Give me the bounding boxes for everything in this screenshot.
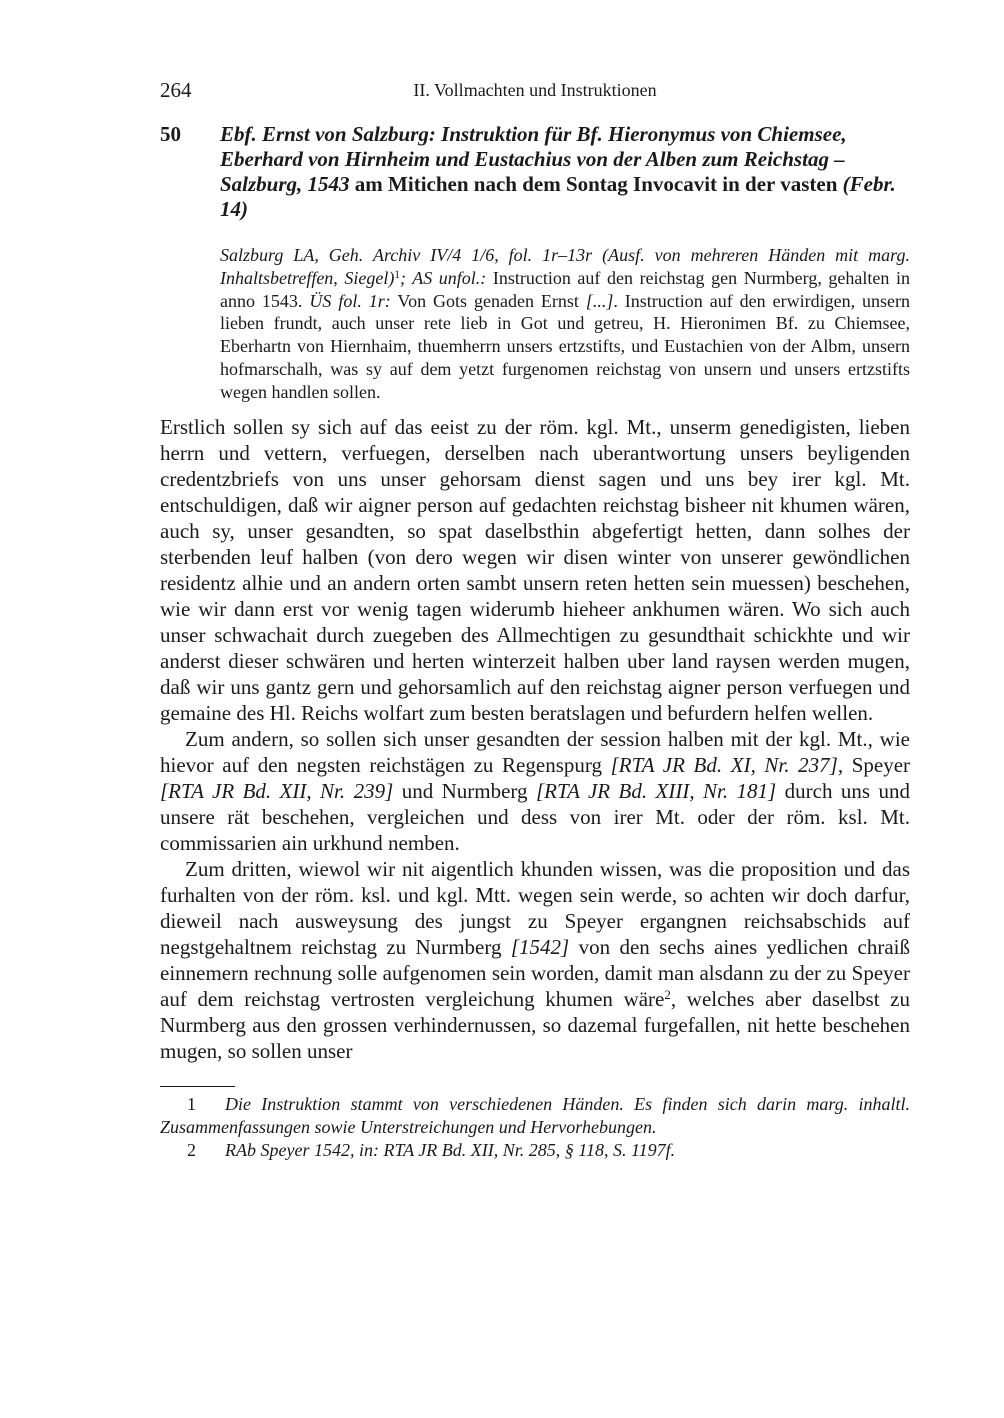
footnote-1 bbox=[160, 1093, 910, 1139]
title-date-text: am Mitichen nach dem Sontag Invocavit in der vasten bbox=[349, 172, 843, 196]
title-italic: Ebf. Ernst von Salzburg: Instruktion für Bf. Hieronymus von Chiemsee, Eberhard von Hirnheim und Eustachius von der Alben zum Reichstag – Salzburg, 1543 bbox=[220, 122, 847, 196]
ellipsis: [...] bbox=[585, 290, 614, 311]
p2-text-c: und Nurmberg bbox=[393, 778, 536, 803]
p3-text-c: , welches aber daselbst zu Nurmberg aus den grossen verhindernussen, so dazemal furgefallen, nit hette beschehen mugen, so sollen unser bbox=[160, 986, 911, 1063]
footnote-mark: 2 bbox=[187, 1139, 196, 1160]
us-text: Von Gots genaden Ernst bbox=[390, 290, 586, 311]
book-page bbox=[160, 78, 910, 1162]
document-number: 50 bbox=[160, 122, 181, 146]
p2-text-b: , Speyer bbox=[837, 752, 911, 777]
p2-text-d: durch uns und unsere rät beschehen, vergleichen und dess von irer Mt. oder der röm. ksl. Mt. commissarien ain urkhund nemben. bbox=[160, 778, 910, 855]
footnote-mark: 1 bbox=[187, 1093, 196, 1114]
body-text bbox=[160, 414, 910, 1064]
running-title: II. Vollmachten und Instruktionen bbox=[413, 80, 657, 100]
paragraph-1: Erstlich sollen sy sich auf das eeist zu der röm. kgl. Mt., unserm genedigisten, lieben herrn und vettern, verfuegen, derselben nach uberantwortung unsers beyligenden credentzbriefs von uns unser gehorsam dienst sagen und uns bey irer kgl. Mt. entschuldigen, daß wir aigner person auf gedachten reichstag bisheer nit khumen wären, auch sy, unser gesandten, so spat daselbsthin abgefertigt hetten, dann solhes der sterbenden leuf halben (von dero wegen wir disen winter von unserer gewöndlichen residentz alhie und an andern orten sambt unsern reten hetten sein muessen) beschehen, wie wir dann erst vor wenig tagen widerumb hieheer ankhumen wären. Wo sich auch unser schwachait durch zuegeben des Allmechtigen zu gesundthait schickhte und wir anderst dieser schwären und herten winterzeit halben uber land raysen werden mugen, daß wir uns gantz gern und gehorsamlich auf den reichstag aigner person verfuegen und gemaine des Hl. Reichs wolfart zum besten beratslagen und befurdern helfen wellen. bbox=[160, 414, 910, 725]
running-header bbox=[160, 78, 910, 108]
footnotes bbox=[160, 1093, 910, 1162]
document-heading bbox=[160, 122, 910, 222]
reference-speyer: [RTA JR Bd. XII, Nr. 239] bbox=[160, 778, 394, 803]
reference-regensburg: [RTA JR Bd. XI, Nr. 237] bbox=[610, 752, 838, 777]
footnote-2 bbox=[160, 1139, 910, 1162]
footnote-text: Die Instruktion stammt von verschiedenen Händen. Es finden sich darin marg. inhaltl. Zusammenfassungen sowie Unterstreichungen und Hervorhebungen. bbox=[160, 1093, 910, 1137]
footnote-text: RAb Speyer 1542, in: RTA JR Bd. XII, Nr. 285, § 118, S. 1197f. bbox=[225, 1139, 676, 1160]
p2-text-a: Zum andern, so sollen sich unser gesandten der session halben mit der kgl. Mt., wie hievor auf den negsten reichstägen zu Regenspurg bbox=[160, 726, 910, 777]
page-number: 264 bbox=[160, 78, 192, 102]
title-date-italic: (Febr. 14) bbox=[220, 172, 896, 221]
p3-text-a: Zum dritten, wiewol wir nit aigentlich khunden wissen, was die proposition und das furhalten von der röm. ksl. und kgl. Mtt. wegen sein werde, so achten wir doch darfur, dieweil nach ausweysung des jungst zu Speyer ergangnen reichsabschids auf negstgehaltnem reichstag zu Nurmberg bbox=[160, 856, 910, 959]
reference-1542: [1542] bbox=[510, 934, 570, 959]
reference-nurmberg: [RTA JR Bd. XIII, Nr. 181] bbox=[535, 778, 777, 803]
paragraph-3 bbox=[160, 856, 910, 1064]
us-label: ÜS fol. 1r: bbox=[309, 290, 391, 311]
archive-reference: Salzburg LA, Geh. Archiv IV/4 1/6, fol. 1r–13r (Ausf. von mehreren Händen mit marg. Inhaltsbetreffen, Siegel) bbox=[220, 245, 910, 288]
source-description bbox=[220, 244, 910, 404]
footnote-divider bbox=[160, 1086, 235, 1087]
footnote-ref-2[interactable]: 2 bbox=[664, 986, 671, 1002]
footnote-ref-1[interactable]: 1 bbox=[394, 268, 400, 281]
paragraph-2 bbox=[160, 726, 910, 856]
as-label: ; AS unfol.: bbox=[399, 267, 487, 288]
source-rest-text: . Instruction auf den erwirdigen, unsern lieben frundt, auch unser rete lieb in Got und getreu, H. Hieronimen Bf. zu Chiemsee, Eberhartn von Hiernhaim, thuemherrn unsers ertzstifts, und Eustachien von der Albm, unsern hofmarschalh, was sy auf dem yetzt furgenomen reichstag von unsern und unsers ertzstifts wegen handlen sollen. bbox=[220, 290, 910, 402]
as-text: Instruction auf den reichstag gen Nurmberg, gehalten in anno 1543. bbox=[220, 267, 910, 311]
p3-text-b: von den sechs aines yedlichen chraiß einnemern rechnung solle aufgenomen sein worden, damit man alsdann zu der zu Speyer auf dem reichstag vertrosten vergleichung khumen wäre bbox=[160, 934, 910, 1011]
document-title bbox=[220, 122, 910, 222]
